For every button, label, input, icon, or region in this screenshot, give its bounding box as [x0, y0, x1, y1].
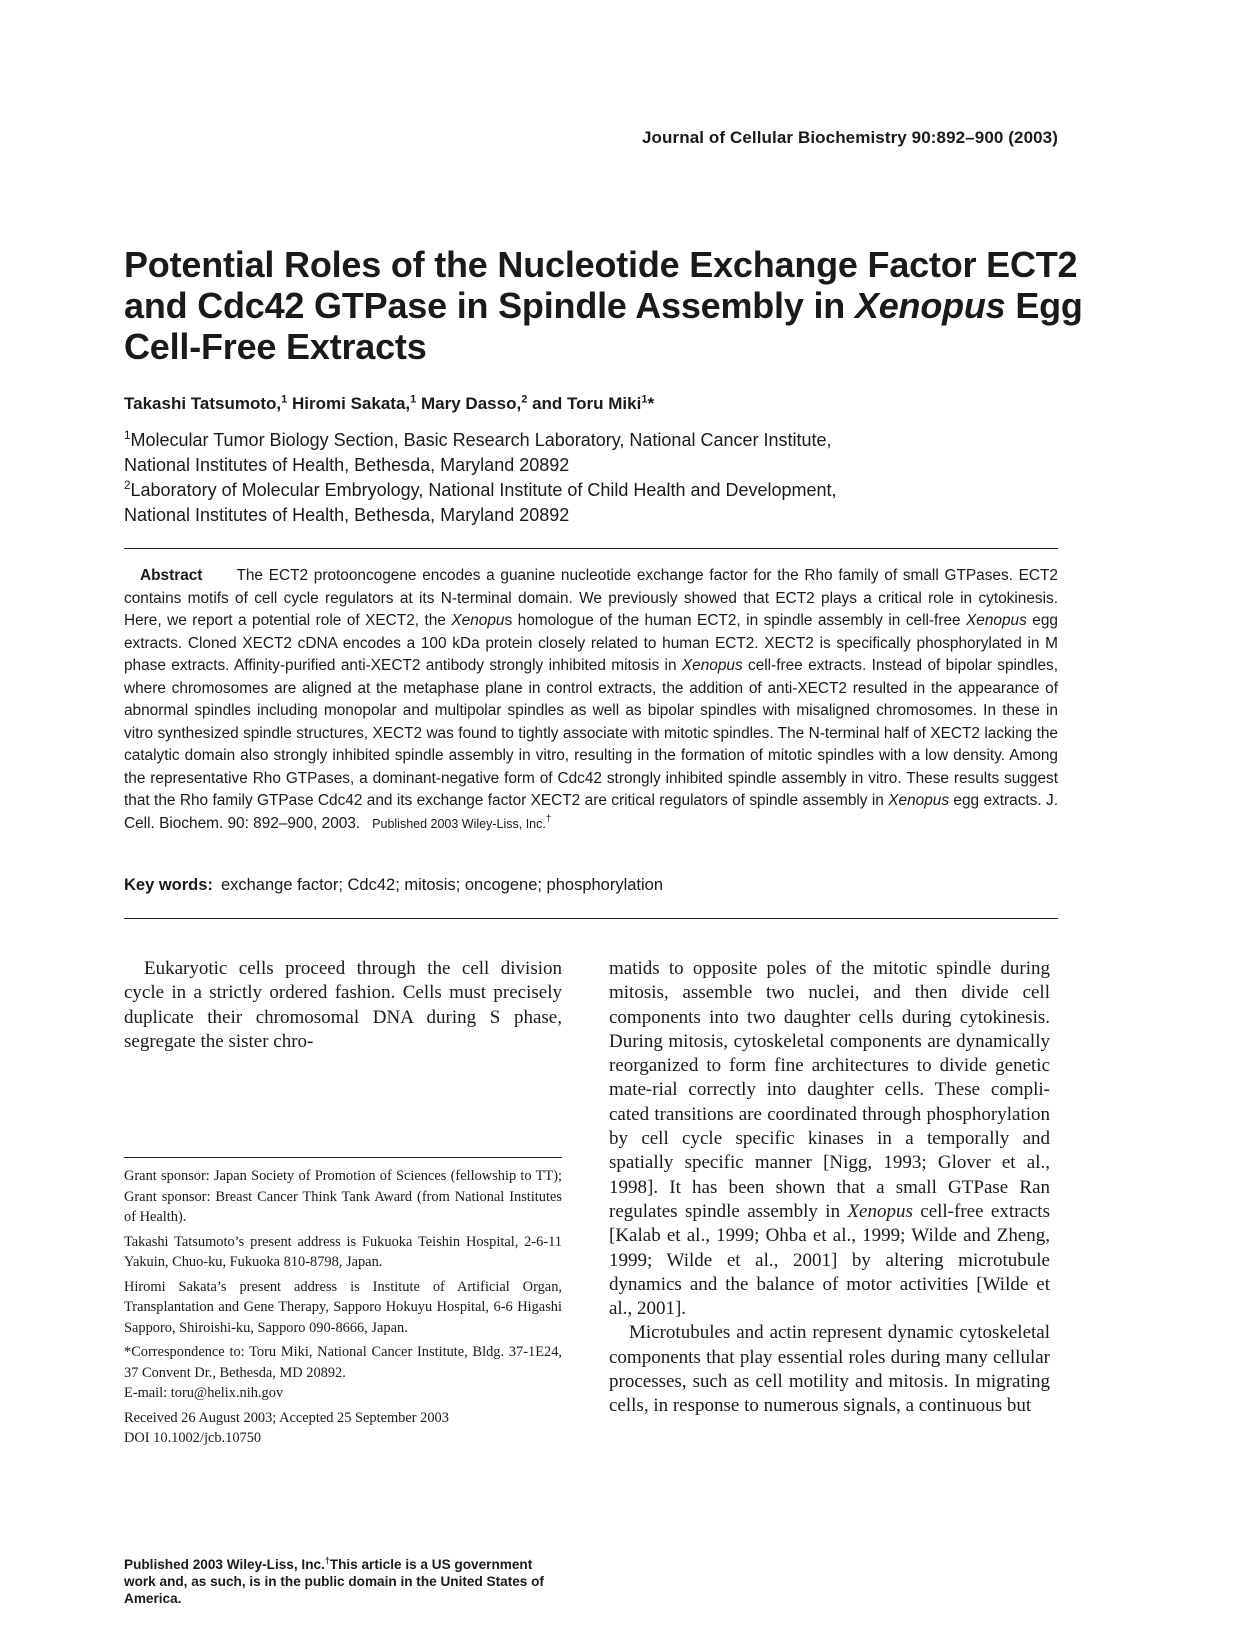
author-name: Mary Dasso,	[421, 394, 522, 413]
abstract-text: cell-free extracts. Instead of bipolar spindles, where chromosomes are aligned at the metaphase plane in control extracts, the addition of anti-XECT2 resulted in the appearance of abnormal spindles including monopolar and multipolar spindles as well as bipolar spindles with misaligned chromosomes. In these in vitro synthesized spindle structures, XECT2 was found to tightly associate with mitotic spindles. The N-terminal half of XECT2 lacking the catalytic domain also strongly inhibited spindle assembly in vitro, resulting in the formation of mitotic spindles with a low density. Among the representative Rho GTPases, a dominant-negative form of Cdc42 strongly inhibited spindle assembly in vitro. These results suggest that the Rho family GTPase Cdc42 and its exchange factor XECT2 are critical regulators of spindle assembly in	[124, 657, 1058, 809]
author-list	[124, 394, 654, 414]
dagger-mark: †	[545, 813, 552, 825]
body-paragraph: Microtubules and actin represent dynamic cytoskeletal components that play essential roles during many cellular processes, such as cell motility and mitosis. In migrating cells, in response to numerous signals, a continuous but	[609, 1322, 1050, 1417]
abstract-italic: Xenopu	[451, 612, 505, 629]
footnote-address-tatsumoto: Takashi Tatsumoto’s present address is Fukuoka Teishin Hospital, 2-6-11 Yakuin, Chuo-ku, Fukuoka 810-8798, Japan.	[124, 1233, 562, 1270]
affiliation-mark: 1	[124, 429, 131, 442]
keywords	[124, 876, 663, 895]
abstract-text: The ECT2 protooncogene encodes a guanine nucleotide exchange factor for the Rho family of small GTPases. ECT2 contains motifs of cell cycle regulators at its N-terminal domain. We previously showed that ECT2 plays a critical role in cytokinesis. Here, we report a potential role of XECT2, the	[124, 567, 1058, 629]
abstract-label: Abstract	[140, 567, 203, 584]
affiliation-text: Laboratory of Molecular Embryology, National Institute of Child Health and Development,	[130, 480, 837, 500]
abstract-text: egg extracts. J. Cell. Biochem. 90: 892–900, 2003.	[124, 792, 1058, 832]
author-affil-mark: 1	[281, 393, 288, 406]
footnotes	[124, 1166, 562, 1453]
article-title	[124, 244, 1084, 367]
footnote-received: Received 26 August 2003; Accepted 25 September 2003	[124, 1409, 449, 1426]
abstract-text: egg extracts. Cloned XECT2 cDNA encodes a 100 kDa protein closely related to human ECT2. XECT2 is specifically phosphorylated in M phase extracts. Affinity-purified anti-XECT2 antibody strongly inhibited mitosis in	[124, 612, 1058, 674]
affiliation-text: Molecular Tumor Biology Section, Basic Research Laboratory, National Cancer Institute,	[130, 430, 832, 450]
author-affil-mark: 1	[410, 393, 417, 406]
public-domain-text: This article is a US government work and, as such, is in the public domain in the United States of America.	[124, 1557, 544, 1606]
affiliation-mark: 2	[124, 479, 131, 492]
abstract-text: s homologue of the human ECT2, in spindle assembly in cell-free	[504, 612, 967, 629]
body-paragraph: Eukaryotic cells proceed through the cell division cycle in a strictly ordered fashion. Cells must precisely duplicate their chromosomal DNA during S phase, segregate the sister chro-	[124, 958, 562, 1052]
abstract-italic: Xenopus	[966, 612, 1027, 629]
publisher-text: Published 2003 Wiley-Liss, Inc.	[124, 1557, 325, 1572]
author-name: and Toru Miki	[532, 394, 642, 413]
abstract-italic: Xenopus	[888, 792, 950, 809]
body-italic: Xenopus	[847, 1200, 913, 1222]
footnote-grant: Grant sponsor: Japan Society of Promotion of Sciences (fellowship to TT); Grant sponsor: Breast Cancer Think Tank Award (from National Institutes of Health).	[124, 1168, 562, 1225]
author-affil-mark: 1	[641, 393, 648, 406]
abstract-italic: Xenopus	[681, 657, 743, 674]
public-domain-note	[124, 1556, 564, 1607]
affiliation-1-line-1	[124, 428, 1024, 453]
affiliation-2-line-1	[124, 478, 1024, 503]
footnote-correspondence: *Correspondence to: Toru Miki, National Cancer Institute, Bldg. 37-1E24, 37 Convent Dr., Bethesda, MD 20892.	[124, 1344, 562, 1381]
body-text: matids to opposite poles of the mitotic spindle during mitosis, assemble two nuclei, and then divide cell components into two daughter cells during cytokinesis. During mitosis, cytoskeletal components are dynamically reorganized to form fine architectures to divide genetic mate-rial correctly into daughter cells. These compli-cated transitions are coordinated through phosphorylation by cell cycle specific kinases in a temporally and spatially specific manner [Nigg, 1993; Glover et al., 1998]. It has been shown that a small GTPase Ran regulates spindle assembly in	[609, 958, 1050, 1222]
author-affil-mark: 2	[521, 393, 528, 406]
footnote-email: E-mail: toru@helix.nih.gov	[124, 1385, 284, 1401]
body-text: cell-free extracts [Kalab et al., 1999; Ohba et al., 1999; Wilde and Zheng, 1999; Wilde et al., 2001] by altering microtubule dynamics and the balance of motor activities [Wilde et al., 2001].	[609, 1200, 1050, 1320]
abstract-publisher: Published 2003 Wiley-Liss, Inc.	[372, 816, 546, 831]
author-name: Takashi Tatsumoto,	[124, 394, 282, 413]
title-part-1: Potential Roles of the Nucleotide Exchange Factor ECT2 and Cdc42 GTPase in Spindle Assembly in	[124, 244, 1078, 326]
affiliations	[124, 428, 1024, 528]
footnote-doi: DOI 10.1002/jcb.10750	[124, 1430, 262, 1446]
author-name: Hiromi Sakata,	[292, 394, 411, 413]
title-italic: Xenopus	[854, 285, 1006, 326]
affiliation-2-line-2: National Institutes of Health, Bethesda, Maryland 20892	[124, 505, 570, 525]
corresponding-mark: *	[647, 394, 655, 413]
body-column-right	[609, 957, 1050, 1419]
divider-top	[124, 548, 1058, 549]
body-column-left	[124, 957, 562, 1054]
affiliation-1-line-2: National Institutes of Health, Bethesda, Maryland 20892	[124, 455, 570, 475]
divider-bottom	[124, 918, 1058, 919]
footnote-divider	[124, 1157, 562, 1158]
keywords-label: Key words:	[124, 876, 213, 894]
footnote-address-sakata: Hiromi Sakata’s present address is Institute of Artificial Organ, Transplantation and Gene Therapy, Sapporo Hokuyu Hospital, 6-6 Higashi Sapporo, Shiroishi-ku, Sapporo 090-8666, Japan.	[124, 1278, 562, 1336]
journal-citation: Journal of Cellular Biochemistry 90:892–900 (2003)	[641, 128, 1058, 147]
dagger-mark: †	[324, 1555, 330, 1566]
keywords-text: exchange factor; Cdc42; mitosis; oncogene; phosphorylation	[220, 876, 664, 894]
abstract	[124, 565, 1058, 835]
body-paragraph	[609, 957, 1050, 1321]
title-part-2: Egg Cell-Free Extracts	[124, 285, 1083, 367]
